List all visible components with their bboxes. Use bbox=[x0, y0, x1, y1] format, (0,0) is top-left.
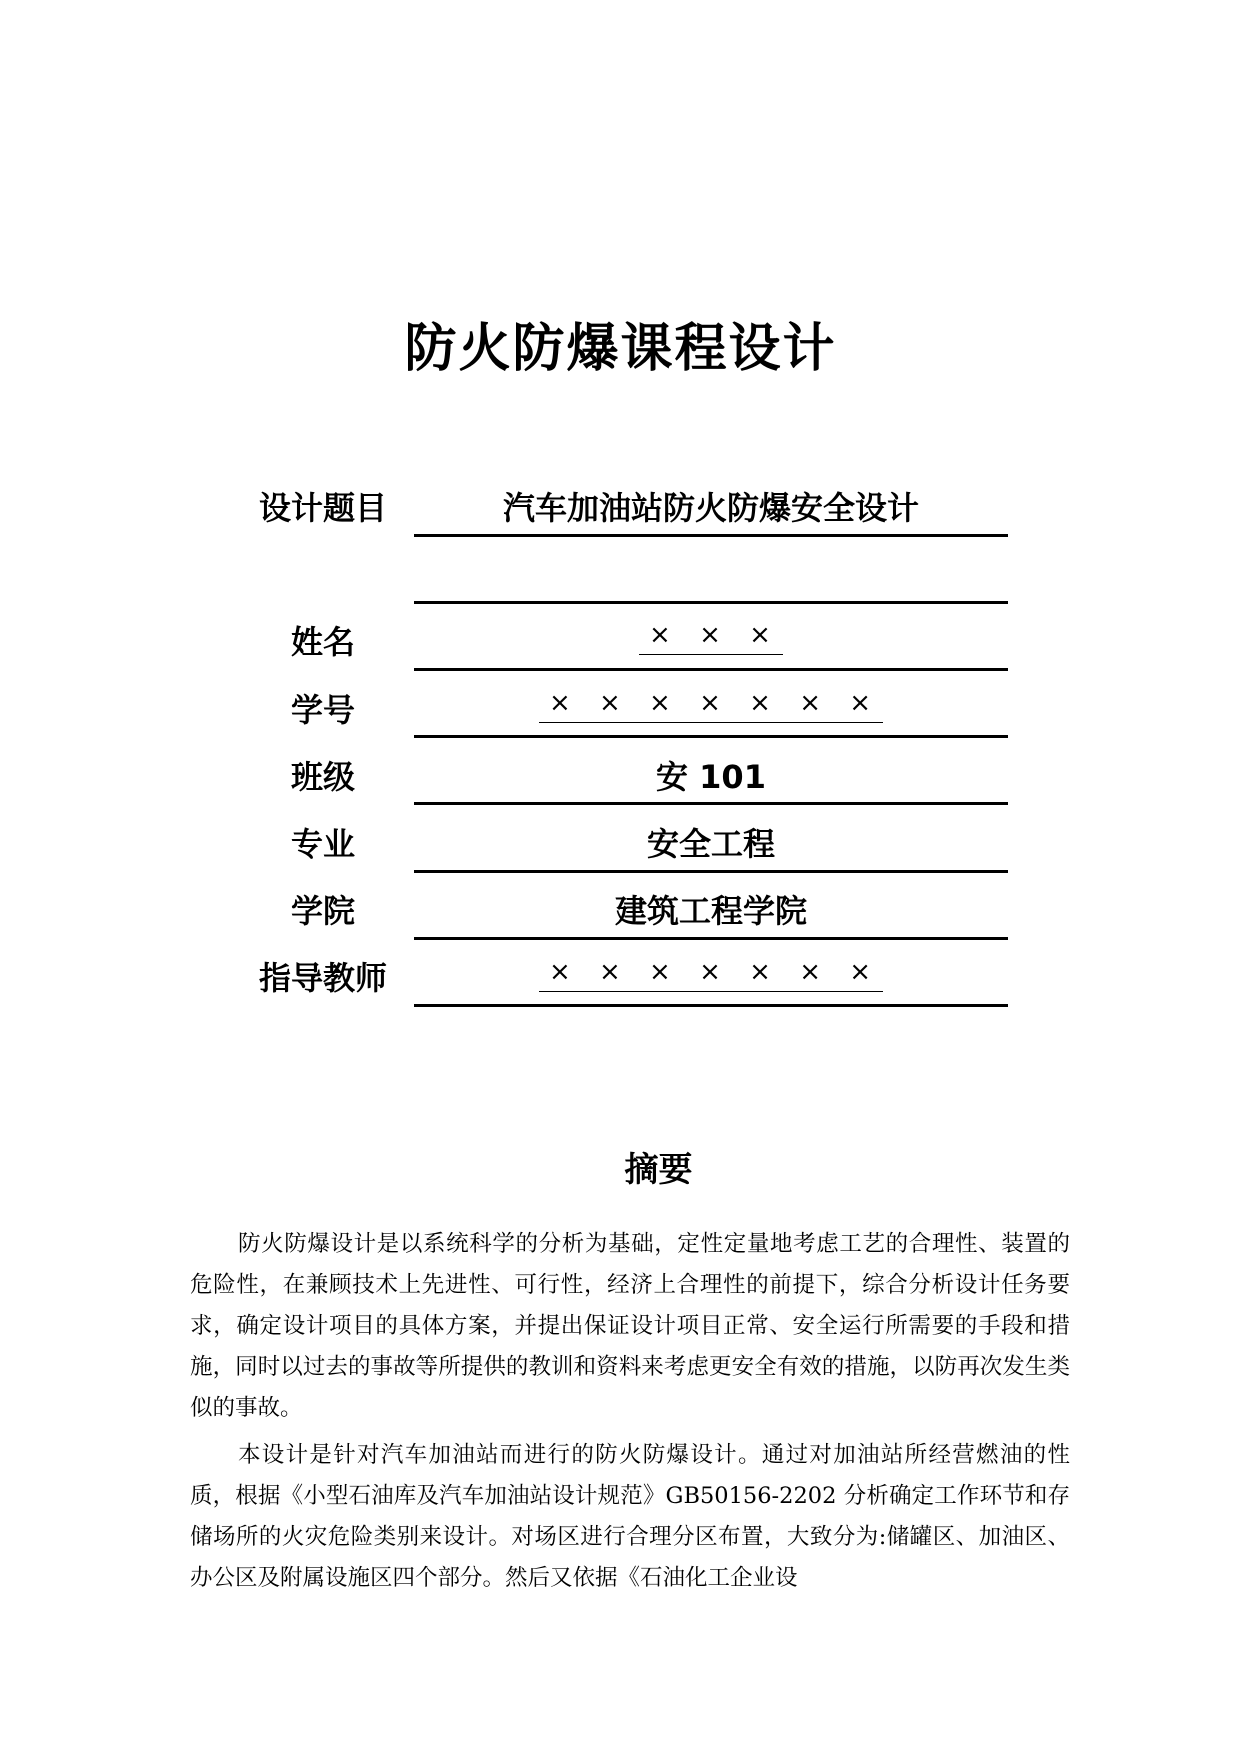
field-label-topic: 设计题目 bbox=[258, 489, 387, 527]
field-value-student-id bbox=[414, 688, 1008, 718]
field-label-major: 专业 bbox=[290, 825, 355, 863]
field-value-topic: 汽车加油站防火防爆安全设计 bbox=[502, 489, 919, 527]
advisor-placeholder: × × × × × × × bbox=[539, 957, 883, 992]
field-rule bbox=[414, 735, 1008, 738]
field-rule bbox=[414, 802, 1008, 805]
abstract-paragraph-2: 本设计是针对汽车加油站而进行的防火防爆设计。通过对加油站所经营燃油的性质，根据《小型石油库及汽车加油站设计规范》GB50156-2202 分析确定工作环节和存储场所的火灾危险类别来设计。对场区进行合理分区布置，大致分为:储罐区、加油区、办公区及附属设施区四个部分。然后又依据《石油化工企业设 bbox=[190, 1442, 1070, 1591]
field-label-college: 学院 bbox=[290, 892, 355, 930]
field-label-name: 姓名 bbox=[290, 623, 355, 661]
field-label-class: 班级 bbox=[290, 758, 355, 796]
field-label-student-id: 学号 bbox=[290, 691, 355, 729]
name-placeholder: × × × bbox=[639, 620, 783, 655]
field-rule bbox=[414, 1004, 1008, 1007]
field-value-name bbox=[414, 620, 1008, 650]
field-rule bbox=[414, 870, 1008, 873]
field-rule bbox=[414, 668, 1008, 671]
field-value-class: 安 101 bbox=[656, 758, 766, 796]
field-value-college: 建筑工程学院 bbox=[614, 892, 807, 930]
field-rule bbox=[414, 534, 1008, 537]
field-value-major: 安全工程 bbox=[646, 825, 775, 863]
field-label-advisor: 指导教师 bbox=[258, 959, 387, 997]
abstract-paragraph-1: 防火防爆设计是以系统科学的分析为基础，定性定量地考虑工艺的合理性、装置的危险性，在兼顾技术上先进性、可行性，经济上合理性的前提下，综合分析设计任务要求，确定设计项目的具体方案，并提出保证设计项目正常、安全运行所需要的手段和措施，同时以过去的事故等所提供的教训和资料来考虑更安全有效的措施，以防再次发生类似的事故。 bbox=[190, 1231, 1070, 1421]
document-title: 防火防爆课程设计 bbox=[404, 319, 837, 379]
field-rule bbox=[414, 601, 1008, 604]
student-id-placeholder: × × × × × × × bbox=[539, 688, 883, 723]
field-rule bbox=[414, 937, 1008, 940]
abstract-heading: 摘要 bbox=[624, 1150, 693, 1190]
field-value-advisor bbox=[414, 957, 1008, 987]
